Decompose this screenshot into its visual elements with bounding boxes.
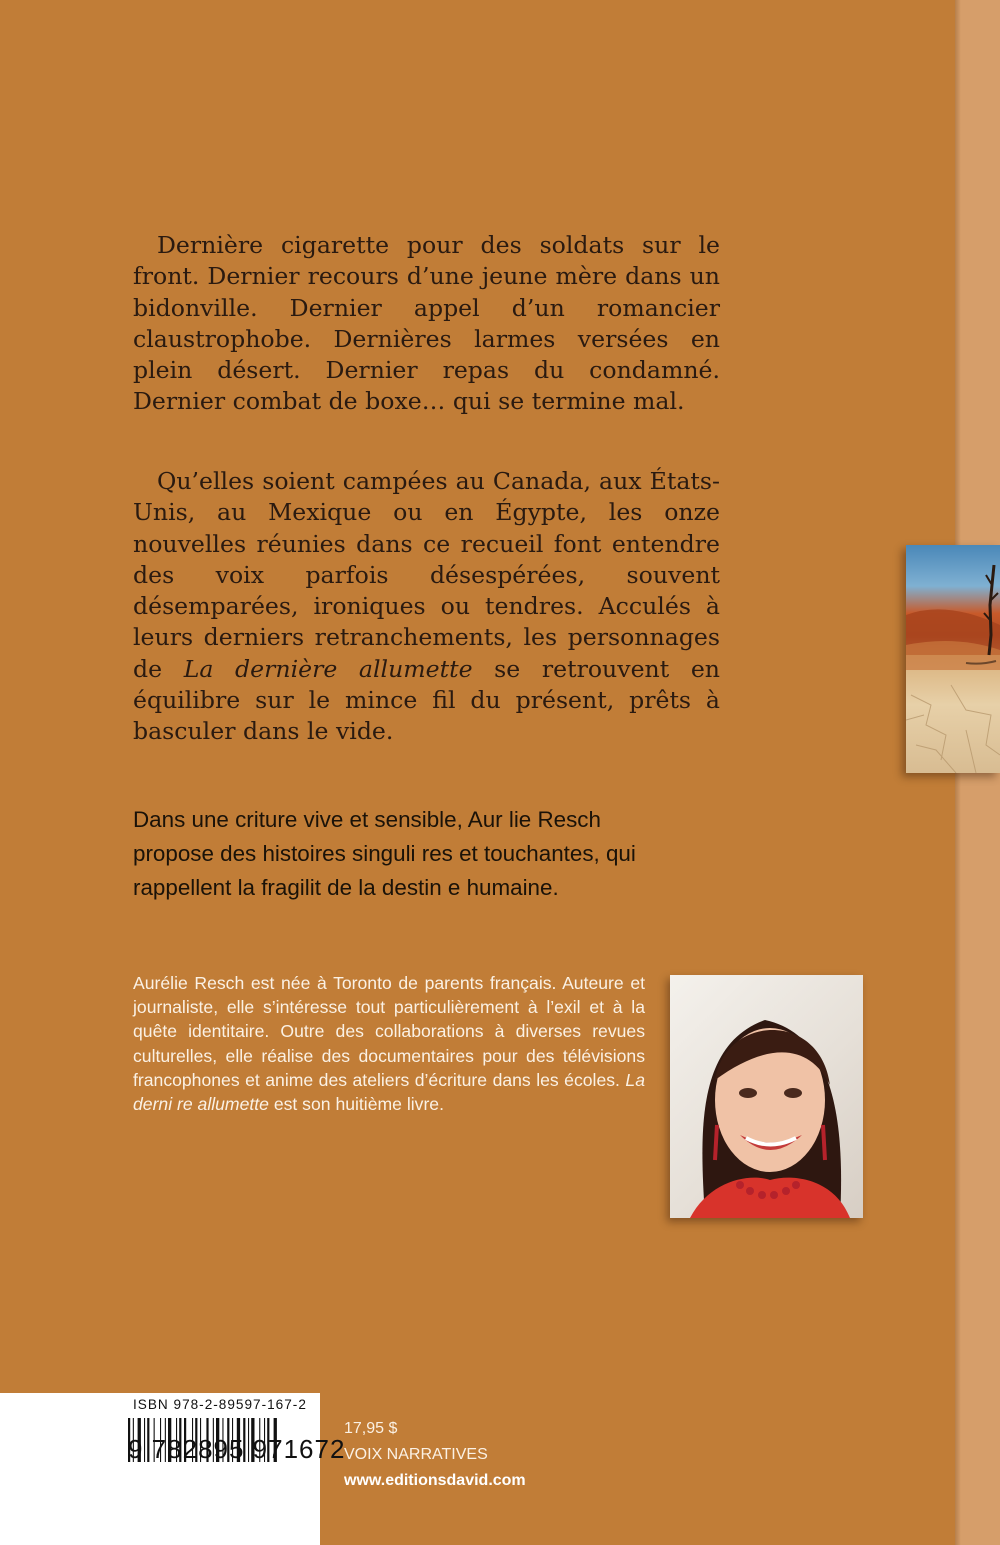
blurb-p2-after: se retrouvent en équilibre sur le mince fil du présent, prêts à basculer dans le vide. [133,654,720,746]
hook-line-2: propose des histoires singuli res et touchantes, qui [133,841,636,866]
blurb-p2-before: Qu’elles soient campées au Canada, aux États-Unis, au Mexique ou en Égypte, les onze nouvelles réunies dans ce recueil font entendre des voix parfois désespérées, souvent désemparées, ironiques ou tendres. Acculés à leurs derniers retranchements, les personnages de [133,467,720,683]
blurb-paragraph-1 [133,230,720,418]
blurb-paragraph-2-text [133,466,720,748]
author-portrait [670,975,863,1218]
book-title-italic: La dernière allumette [183,654,473,683]
desert-photo-art [906,545,1000,773]
desert-photo [906,545,1000,773]
barcode-number: 9 782895 971672 [128,1434,346,1464]
bio-text-after: est son huitième livre. [268,1094,444,1115]
isbn-label: ISBN 978-2-89597-167-2 [133,1397,307,1412]
author-portrait-art [670,975,863,1218]
bio-book-title: La derni re allumette [133,1069,645,1115]
barcode-panel [0,1393,320,1545]
author-bio [133,971,645,1116]
price: 17,95 $ [344,1420,398,1437]
blurb-paragraph-1-text: Dernière cigarette pour des soldats sur le front. Dernier recours d’une jeune mère dans un bidonville. Dernier appel d’un romancier claustrophobe. Dernières larmes versées en plein désert. Dernier repas du condamné. Dernier combat de boxe… qui se termine mal. [133,231,720,416]
hook-line-3: rappellent la fragilit de la destin e humaine. [133,875,559,900]
hook-line-1: Dans une criture vive et sensible, Aur lie Resch [133,807,601,832]
hook-text [133,803,727,905]
blurb-paragraph-2 [133,466,720,748]
series-name: VOIX NARRATIVES [344,1446,488,1463]
bio-text-before: Aurélie Resch est née à Toronto de parents français. Auteure et journaliste, elle s’intéresse tout particulièrement à l’exil et à la quête identitaire. Outre des collaborations à diverses revues culturelles, elle réalise des documentaires pour des télévisions francophones et anime des ateliers d’écriture dans les écoles. [133,973,645,1090]
publisher-website[interactable]: www.editionsdavid.com [344,1472,526,1489]
